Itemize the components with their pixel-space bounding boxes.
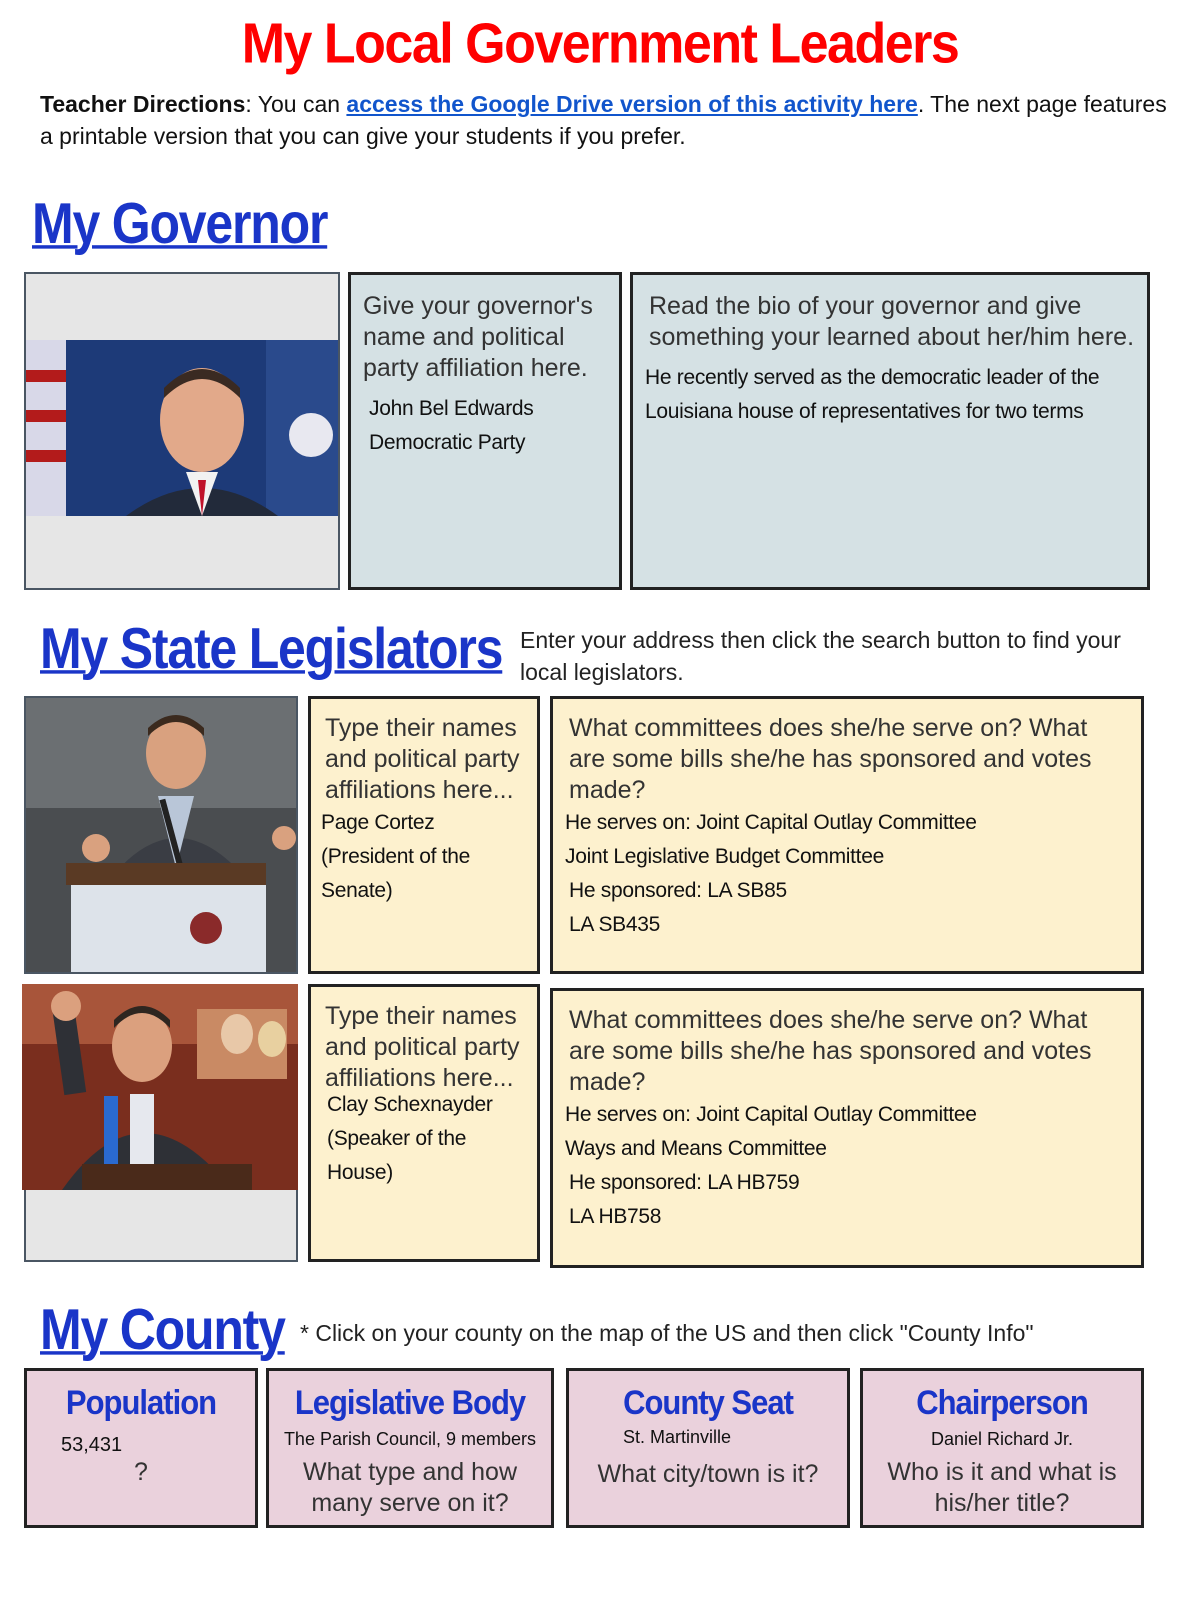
- governor-bio-box[interactable]: [630, 272, 1150, 590]
- governor-party: Democratic Party: [369, 431, 526, 454]
- legislator-2-name-line-3: House): [327, 1161, 393, 1184]
- legislator-2-name-line-1: Clay Schexnayder: [327, 1093, 493, 1116]
- chairperson-heading: Chairperson: [916, 1382, 1088, 1423]
- legislator-2-photo: [22, 984, 298, 1190]
- legislator-1-detail-box[interactable]: [550, 696, 1144, 974]
- legislator-1-detail-line-2: Joint Legislative Budget Committee: [565, 845, 884, 868]
- legislator-2-detail-line-3: He sponsored: LA HB759: [569, 1171, 800, 1194]
- legislator-1-name-line-2: (President of the: [321, 845, 470, 868]
- legislator-1-detail-line-1: He serves on: Joint Capital Outlay Committee: [565, 811, 977, 834]
- governor-name-prompt: Give your governor's name and political party affiliation here.: [363, 292, 593, 382]
- governor-name: John Bel Edwards: [369, 397, 534, 420]
- county-card-legislative-body[interactable]: [266, 1368, 554, 1528]
- directions-label: Teacher Directions: [40, 91, 246, 117]
- county-seat-answer: St. Martinville: [623, 1427, 732, 1447]
- legislative-body-heading: Legislative Body: [294, 1382, 526, 1423]
- legislative-body-answer: The Parish Council, 9 members: [283, 1429, 537, 1449]
- governor-name-box[interactable]: [348, 272, 622, 590]
- legislator-1-name-line-3: Senate): [321, 879, 393, 902]
- legislator-1-name-prompt: Type their names and political party affiliations here...: [325, 714, 520, 804]
- county-card-population[interactable]: [24, 1368, 258, 1528]
- legislator-1-detail-answer: [565, 806, 1129, 942]
- legislator-2-detail-prompt: What committees does she/he serve on? What are some bills she/he has sponsored and votes made?: [569, 1006, 1092, 1096]
- legislator-1-detail-prompt: What committees does she/he serve on? What are some bills she/he has sponsored and votes made?: [569, 714, 1092, 804]
- legislator-1-detail-line-4: LA SB435: [569, 913, 661, 936]
- legislator-1-name-box[interactable]: [308, 696, 540, 974]
- population-heading: Population: [65, 1382, 217, 1423]
- chairperson-prompt: Who is it and what is his/her title?: [887, 1458, 1117, 1517]
- population-answer: 53,431: [61, 1434, 123, 1456]
- legislator-2-detail-answer: [565, 1098, 1129, 1234]
- chairperson-answer: Daniel Richard Jr.: [930, 1429, 1074, 1449]
- google-drive-link[interactable]: access the Google Drive version of this activity here: [346, 91, 918, 117]
- governor-bio-prompt: Read the bio of your governor and give something your learned about her/him here.: [649, 292, 1135, 351]
- legislator-2-name-answer: [321, 1088, 527, 1190]
- legislator-1-photo: [26, 698, 296, 972]
- legislators-instructions: Enter your address then click the search button to find your local legislators.: [520, 627, 1121, 685]
- legislative-body-prompt: What type and how many serve on it?: [302, 1458, 517, 1517]
- legislator-1-name-answer: [321, 806, 527, 908]
- teacher-directions: [40, 88, 1170, 152]
- county-seat-prompt: What city/town is it?: [597, 1460, 819, 1488]
- legislator-2-name-line-2: (Speaker of the: [327, 1127, 467, 1150]
- county-note: * Click on your county on the map of the US and then click "County Info": [300, 1320, 1034, 1346]
- page-title: My Local Government Leaders: [241, 12, 959, 76]
- legislator-2-detail-box[interactable]: [550, 988, 1144, 1268]
- directions-pre: : You can: [245, 91, 347, 117]
- governor-heading: My Governor: [32, 191, 328, 256]
- legislator-2-detail-line-4: LA HB758: [569, 1205, 662, 1228]
- governor-bio-line-1: He recently served as the democratic leader of the: [645, 366, 1100, 389]
- legislator-2-detail-line-1: He serves on: Joint Capital Outlay Committee: [565, 1103, 977, 1126]
- county-seat-heading: County Seat: [623, 1382, 793, 1423]
- county-heading: My County: [40, 1297, 285, 1362]
- county-card-county-seat[interactable]: [566, 1368, 850, 1528]
- legislator-2-name-box[interactable]: [308, 984, 540, 1262]
- legislator-2-detail-line-2: Ways and Means Committee: [565, 1137, 827, 1160]
- governor-bio-line-2: Louisiana house of representatives for two terms: [645, 400, 1084, 423]
- legislators-heading: My State Legislators: [40, 616, 503, 681]
- legislator-1-detail-line-3: He sponsored: LA SB85: [569, 879, 787, 902]
- legislator-2-name-prompt: Type their names and political party affiliations here...: [325, 1002, 520, 1092]
- legislator-1-name-line-1: Page Cortez: [321, 811, 435, 834]
- governor-name-answer: [363, 392, 607, 460]
- directions-post: . The next page features a printable version that you can give your students if you prefer.: [40, 91, 1167, 149]
- county-card-chairperson[interactable]: [860, 1368, 1144, 1528]
- governor-bio-answer: [645, 361, 1135, 429]
- governor-photo: [26, 340, 338, 516]
- population-prompt: ?: [134, 1458, 148, 1486]
